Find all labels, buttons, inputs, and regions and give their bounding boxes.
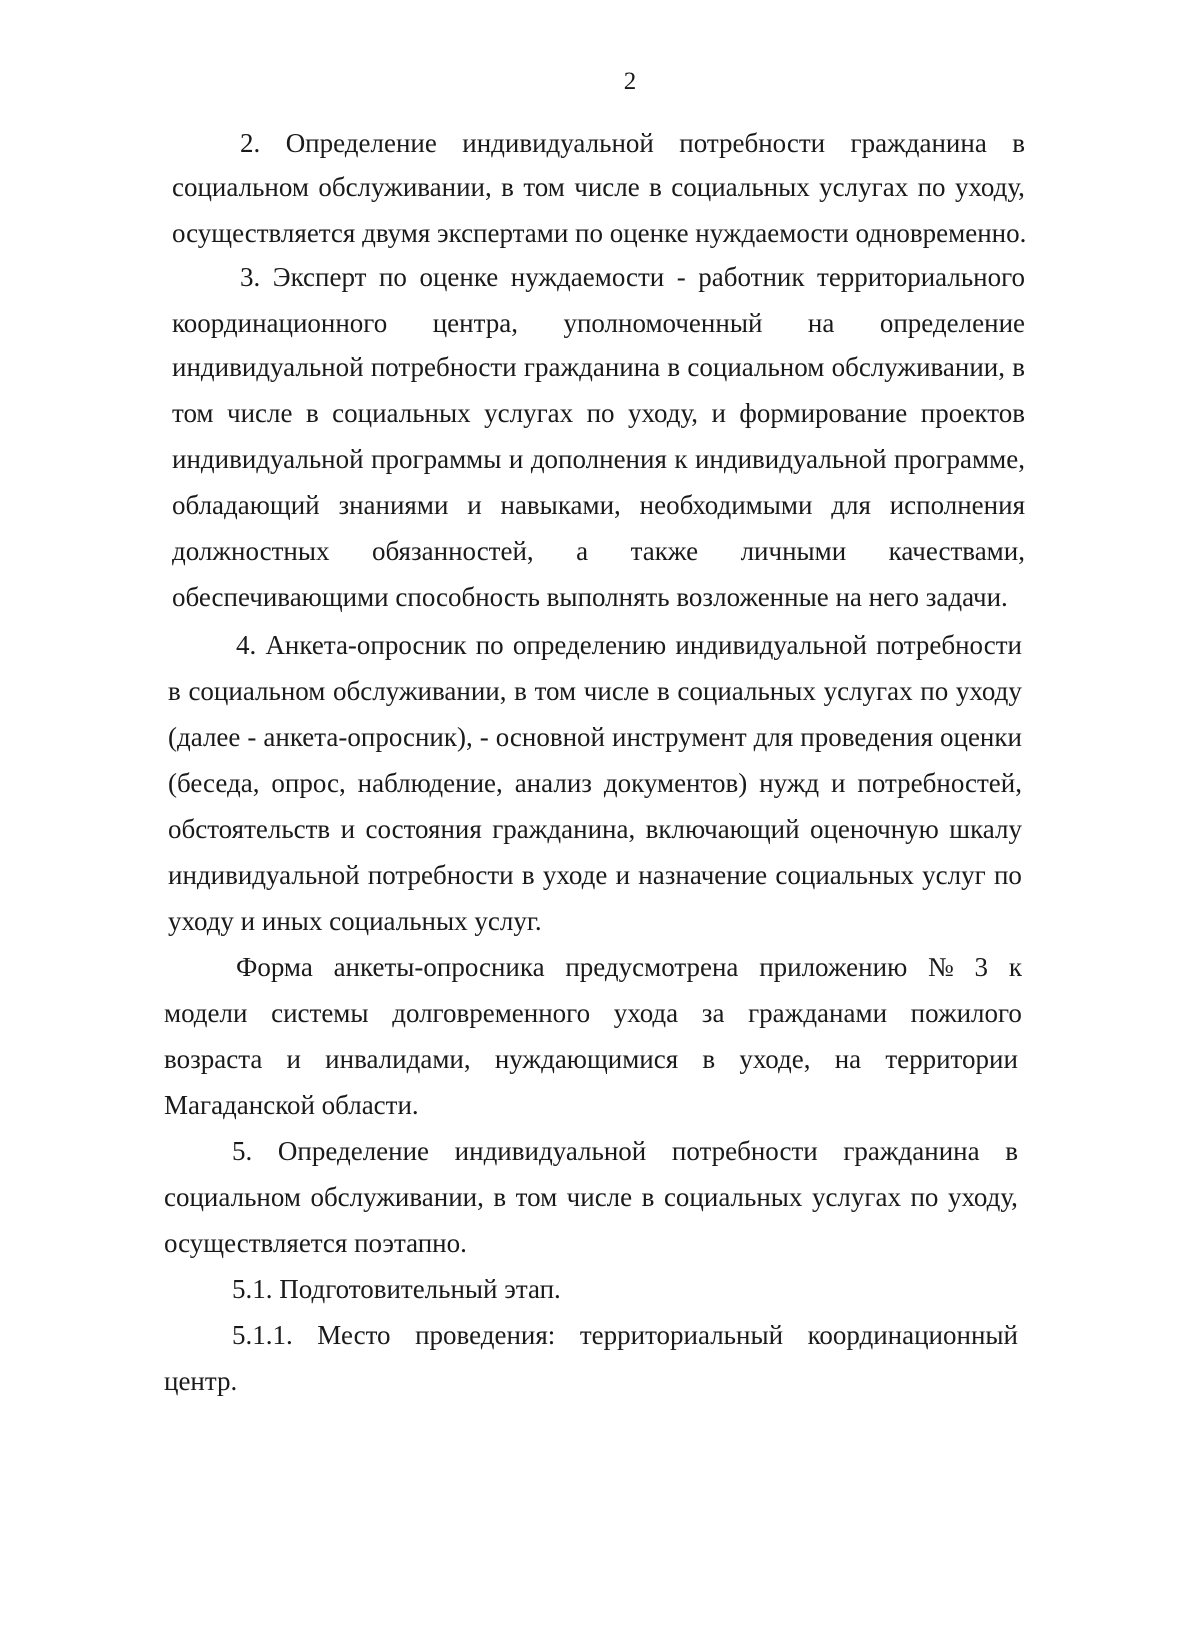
word: индивидуальной xyxy=(675,630,867,660)
word: также xyxy=(630,536,699,566)
word: 5.1.1. xyxy=(232,1320,293,1350)
word: числе xyxy=(226,398,293,428)
word: и xyxy=(711,398,726,428)
word: 2. xyxy=(240,128,261,158)
word: индивидуальной xyxy=(172,352,364,382)
word: и xyxy=(615,860,631,890)
word: основной xyxy=(495,722,606,752)
page-number: 2 xyxy=(623,68,637,95)
word: для xyxy=(753,722,794,752)
text-line xyxy=(172,398,1025,429)
word: гражданина xyxy=(843,1136,980,1166)
word: социальных xyxy=(677,676,816,706)
word: - xyxy=(247,722,257,752)
word: в xyxy=(514,676,527,706)
word: и xyxy=(831,768,846,798)
word: (беседа, xyxy=(168,768,260,798)
word: услуг xyxy=(922,860,986,890)
word: территориальный xyxy=(579,1320,784,1350)
word: в xyxy=(702,1044,716,1074)
word: за xyxy=(701,998,725,1028)
word: инструмент xyxy=(612,722,747,752)
word: необходимыми xyxy=(639,490,813,520)
word: услугах xyxy=(484,398,574,428)
word: обладающий xyxy=(172,490,320,520)
text-line xyxy=(164,1366,237,1397)
word: социальных xyxy=(775,860,914,890)
text-line xyxy=(172,172,1025,203)
word: приложению xyxy=(759,952,908,982)
word: потребности xyxy=(370,352,517,382)
word: территории xyxy=(885,1044,1018,1074)
word: уходу, xyxy=(628,398,698,428)
word: по xyxy=(993,860,1022,890)
word: программы xyxy=(371,444,502,474)
word: индивидуальной xyxy=(168,860,360,890)
text-line xyxy=(164,1090,419,1121)
word: дополнения xyxy=(530,444,667,474)
word: гражданина xyxy=(850,128,987,158)
word: обслуживании, xyxy=(318,172,492,202)
text-line xyxy=(172,536,1025,567)
word: проектов xyxy=(920,398,1025,428)
word: документов) xyxy=(603,768,748,798)
word: включающий xyxy=(645,814,800,844)
word: гражданина, xyxy=(492,814,636,844)
text-line xyxy=(172,352,1025,383)
word: в xyxy=(168,676,181,706)
text-line xyxy=(232,1320,1018,1351)
word: потребности xyxy=(876,630,1022,660)
word: том xyxy=(523,172,565,202)
word: центр. xyxy=(164,1366,238,1396)
word: определению xyxy=(512,630,667,660)
word: услугах xyxy=(823,676,913,706)
word: Определение xyxy=(277,1136,430,1166)
word: на xyxy=(834,1044,862,1074)
word: в xyxy=(649,172,662,202)
word: числе xyxy=(583,676,650,706)
word: по xyxy=(378,262,407,292)
word: обслуживании, xyxy=(831,352,1005,382)
word: индивидуальной xyxy=(454,1136,647,1166)
text-line xyxy=(164,1044,1018,1075)
word: по xyxy=(917,172,946,202)
text-line xyxy=(172,444,1025,475)
word: анализ xyxy=(514,768,592,798)
word: осуществляется двумя экспертами по оценке нуждаемости одновременно. xyxy=(172,218,1027,248)
word: нуждаемости xyxy=(510,262,665,292)
word: наблюдение, xyxy=(357,768,503,798)
text-line xyxy=(168,722,1022,753)
word: опрос, xyxy=(271,768,346,798)
word: Форма xyxy=(236,952,313,982)
word: навыками, xyxy=(500,490,621,520)
word: услугах xyxy=(819,172,909,202)
word: том xyxy=(534,676,577,706)
word: индивидуальной xyxy=(172,444,364,474)
word: социальном xyxy=(687,352,825,382)
word: системы xyxy=(271,998,369,1028)
word: потребности xyxy=(367,860,514,890)
text-line xyxy=(164,998,1022,1029)
word: в xyxy=(521,860,535,890)
text-line xyxy=(164,1228,467,1259)
word: центра, xyxy=(432,308,518,338)
word: в xyxy=(305,398,319,428)
text-line xyxy=(164,1182,1018,1213)
word: в xyxy=(656,676,670,706)
word: по xyxy=(475,630,504,660)
word: осуществляется поэтапно. xyxy=(164,1228,467,1258)
word: социальных xyxy=(663,1182,803,1212)
word: возраста xyxy=(164,1044,263,1074)
word: уполномоченный xyxy=(563,308,763,338)
word: Место xyxy=(317,1320,391,1350)
word: пожилого xyxy=(910,998,1022,1028)
word: потребностей, xyxy=(857,768,1022,798)
word: в xyxy=(1005,1136,1018,1166)
word: том xyxy=(515,1182,558,1212)
word: социальных xyxy=(332,398,471,428)
word: 3 xyxy=(974,952,989,982)
text-line xyxy=(240,128,1025,159)
word: ухода xyxy=(613,998,679,1028)
word: проведения: xyxy=(415,1320,556,1350)
word: назначение xyxy=(638,860,768,890)
word: инвалидами, xyxy=(325,1044,471,1074)
word: определение xyxy=(879,308,1025,338)
word: социальном xyxy=(164,1182,301,1212)
word: проведения xyxy=(800,722,933,752)
word: территориального xyxy=(817,262,1025,292)
word: числе xyxy=(566,1182,633,1212)
word: Магаданской области. xyxy=(164,1090,419,1120)
word: оценке xyxy=(419,262,499,292)
word: и xyxy=(467,490,482,520)
word: индивидуальной xyxy=(694,444,887,474)
text-line xyxy=(232,1274,561,1305)
word: уходе xyxy=(542,860,608,890)
word: а xyxy=(576,536,589,566)
word: том xyxy=(172,398,214,428)
word: - xyxy=(479,722,489,752)
text-line xyxy=(168,768,1022,799)
word: 5. xyxy=(232,1136,253,1166)
text-line xyxy=(168,814,1022,845)
word: программе, xyxy=(894,444,1025,474)
word: долговременного xyxy=(392,998,591,1028)
word: уходу, xyxy=(954,172,1025,202)
word: уходе, xyxy=(739,1044,811,1074)
word: должностных xyxy=(172,536,330,566)
word: исполнения xyxy=(889,490,1025,520)
word: уходу xyxy=(955,676,1022,706)
word: по xyxy=(910,1182,939,1212)
word: и xyxy=(286,1044,301,1074)
word: 5.1. Подготовительный этап. xyxy=(232,1274,561,1304)
word: социальном xyxy=(172,172,309,202)
text-line xyxy=(168,676,1022,707)
word: работник xyxy=(698,262,805,292)
text-line xyxy=(236,630,1022,661)
text-line xyxy=(240,262,1025,293)
text-line xyxy=(168,906,542,937)
word: и xyxy=(340,814,356,844)
word: нуждающимися xyxy=(494,1044,679,1074)
word: гражданами xyxy=(748,998,888,1028)
word: в xyxy=(501,172,514,202)
word: и xyxy=(508,444,524,474)
word: личными xyxy=(740,536,847,566)
word: Определение xyxy=(285,128,437,158)
word: обслуживании, xyxy=(310,1182,484,1212)
word: Анкета-опросник xyxy=(265,630,467,660)
text-line xyxy=(172,582,1008,613)
word: координационный xyxy=(807,1320,1018,1350)
word: в xyxy=(493,1182,507,1212)
word: в xyxy=(667,352,681,382)
word: уходу, xyxy=(947,1182,1018,1212)
word: по xyxy=(586,398,615,428)
text-line xyxy=(172,490,1025,521)
word: услугах xyxy=(811,1182,901,1212)
word: нужд xyxy=(759,768,820,798)
word: модели xyxy=(164,998,248,1028)
word: анкеты-опросника xyxy=(333,952,545,982)
word: потребности xyxy=(679,128,826,158)
word: к xyxy=(674,444,688,474)
word: (далее xyxy=(168,722,241,752)
word: анкета-опросник), xyxy=(263,722,473,752)
word: 4. xyxy=(236,630,257,660)
word: уходу и иных социальных услуг. xyxy=(168,906,542,936)
word: № xyxy=(928,952,954,982)
word: координационного xyxy=(172,308,388,338)
text-line xyxy=(168,860,1022,891)
text-line xyxy=(172,218,1026,249)
word: в xyxy=(1012,128,1025,158)
word: шкалу xyxy=(949,814,1022,844)
word: числе xyxy=(574,172,640,202)
word: социальном xyxy=(188,676,326,706)
word: знаниями xyxy=(338,490,449,520)
word: формирование xyxy=(739,398,908,428)
word: в xyxy=(641,1182,655,1212)
word: оценочную xyxy=(809,814,939,844)
word: оценки xyxy=(940,722,1022,752)
word: гражданина xyxy=(523,352,661,382)
word: в xyxy=(1012,352,1025,382)
word: предусмотрена xyxy=(565,952,739,982)
word: для xyxy=(831,490,871,520)
text-line xyxy=(236,952,1022,983)
text-line xyxy=(232,1136,1018,1167)
word: социальных xyxy=(671,172,810,202)
word: индивидуальной xyxy=(462,128,654,158)
word: 3. xyxy=(240,262,261,292)
word: обстоятельств xyxy=(168,814,331,844)
word: обслуживании, xyxy=(333,676,507,706)
word: - xyxy=(676,262,686,292)
text-line xyxy=(172,308,1025,339)
word: потребности xyxy=(671,1136,818,1166)
word: обязанностей, xyxy=(371,536,534,566)
word: качествами, xyxy=(888,536,1025,566)
word: на xyxy=(807,308,835,338)
word: обеспечивающими способность выполнять возложенные на него задачи. xyxy=(172,582,1008,612)
word: Эксперт xyxy=(272,262,367,292)
word: состояния xyxy=(365,814,482,844)
word: по xyxy=(920,676,949,706)
word: к xyxy=(1008,952,1022,982)
